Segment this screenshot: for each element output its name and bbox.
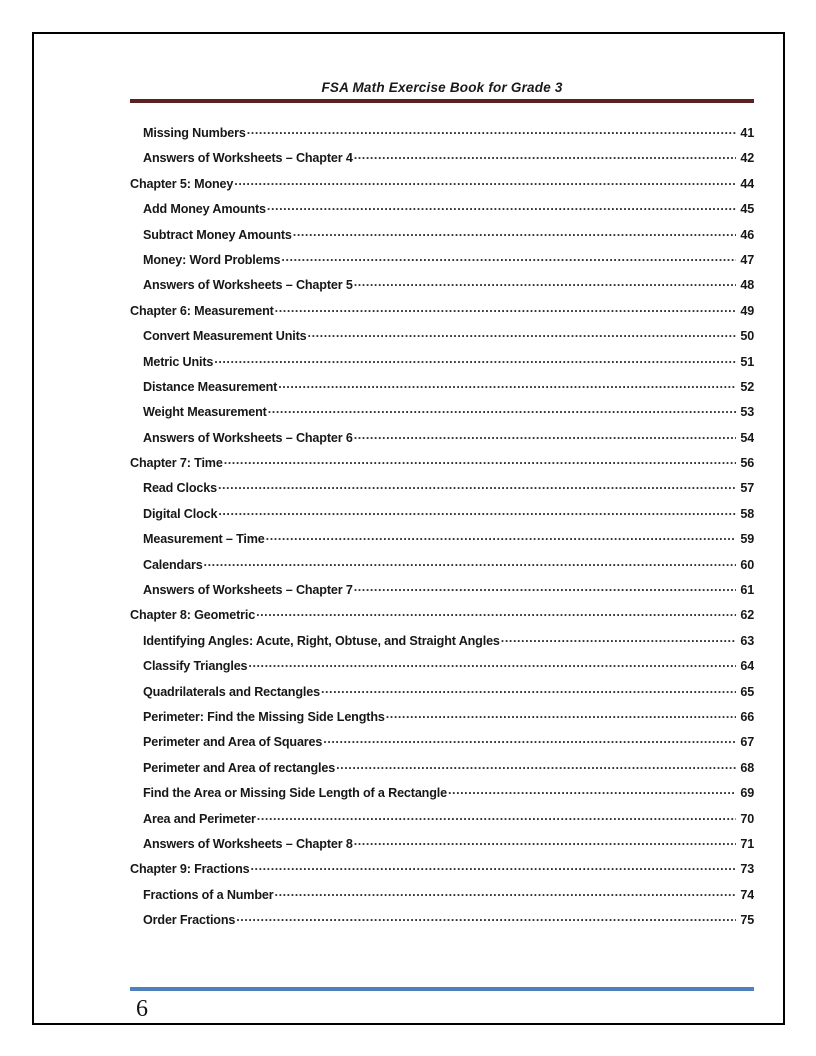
toc-entry-page-number: 61 <box>740 583 754 598</box>
toc-entry-page-number: 74 <box>740 887 754 902</box>
toc-entry[interactable] <box>130 327 754 352</box>
toc-dot-leader <box>354 429 736 442</box>
toc-entry[interactable] <box>130 835 754 860</box>
toc-entry-label: Chapter 9: Fractions <box>130 862 250 877</box>
toc-entry-page-number: 57 <box>740 481 754 496</box>
toc-dot-leader <box>281 251 736 264</box>
toc-entry-label: Order Fractions <box>143 913 236 928</box>
toc-entry-label: Quadrilaterals and Rectangles <box>143 684 320 699</box>
toc-entry-page-number: 68 <box>740 760 754 775</box>
toc-dot-leader <box>336 759 736 772</box>
page-border <box>32 32 785 1025</box>
toc-entry-label: Chapter 8: Geometric <box>130 608 256 623</box>
toc-entry-label: Answers of Worksheets – Chapter 4 <box>143 151 353 166</box>
toc-entry-label: Weight Measurement <box>143 405 267 420</box>
toc-entry-page-number: 64 <box>740 659 754 674</box>
toc-entry[interactable] <box>130 708 754 733</box>
toc-entry-page-number: 73 <box>740 862 754 877</box>
toc-entry-page-number: 69 <box>740 786 754 801</box>
toc-entry-label: Answers of Worksheets – Chapter 8 <box>143 836 353 851</box>
toc-dot-leader <box>236 911 736 924</box>
header-rule <box>130 99 754 103</box>
toc-entry-page-number: 45 <box>740 202 754 217</box>
toc-dot-leader <box>248 657 736 670</box>
toc-entry-label: Digital Clock <box>143 506 218 521</box>
toc-entry[interactable] <box>130 149 754 174</box>
toc-entry-label: Perimeter: Find the Missing Side Lengths <box>143 709 385 724</box>
toc-entry-page-number: 41 <box>740 126 754 140</box>
toc-entry-page-number: 49 <box>740 303 754 318</box>
toc-entry-page-number: 75 <box>740 913 754 928</box>
toc-entry-label: Perimeter and Area of Squares <box>143 735 323 750</box>
toc-entry-label: Add Money Amounts <box>143 202 266 217</box>
toc-entry-label: Metric Units <box>143 354 214 369</box>
toc-entry[interactable] <box>130 479 754 504</box>
toc-entry[interactable] <box>130 683 754 708</box>
toc-entry[interactable] <box>130 886 754 911</box>
toc-entry-page-number: 52 <box>740 379 754 394</box>
toc-entry-label: Calendars <box>143 557 203 572</box>
toc-entry-page-number: 70 <box>740 811 754 826</box>
toc-entry-label: Measurement – Time <box>143 532 265 547</box>
toc-entry-label: Chapter 6: Measurement <box>130 303 274 318</box>
toc-dot-leader <box>448 784 736 797</box>
toc-entry[interactable] <box>130 810 754 835</box>
toc-dot-leader <box>218 479 736 492</box>
toc-dot-leader <box>218 505 736 518</box>
toc-entry-label: Find the Area or Missing Side Length of a Rectangle <box>143 786 447 801</box>
toc-dot-leader <box>257 810 736 823</box>
toc-dot-leader <box>234 175 736 188</box>
toc-entry-label: Answers of Worksheets – Chapter 5 <box>143 278 353 293</box>
toc-dot-leader <box>278 378 736 391</box>
toc-entry[interactable] <box>130 226 754 251</box>
toc-dot-leader <box>224 454 736 467</box>
toc-entry[interactable] <box>130 784 754 809</box>
toc-entry-label: Perimeter and Area of rectangles <box>143 760 336 775</box>
toc-entry[interactable] <box>130 200 754 225</box>
toc-entry[interactable] <box>130 505 754 530</box>
toc-entry-page-number: 63 <box>740 633 754 648</box>
toc-entry-label: Identifying Angles: Acute, Right, Obtuse, and Straight Angles <box>143 633 500 648</box>
toc-entry-label: Subtract Money Amounts <box>143 227 292 242</box>
toc-entry[interactable] <box>130 556 754 581</box>
toc-dot-leader <box>354 581 736 594</box>
toc-entry-label: Classify Triangles <box>143 659 248 674</box>
toc-entry[interactable] <box>130 581 754 606</box>
toc-dot-leader <box>275 302 736 315</box>
toc-dot-leader <box>268 403 736 416</box>
toc-entry-page-number: 60 <box>740 557 754 572</box>
toc-entry[interactable] <box>130 175 754 200</box>
toc-entry[interactable] <box>130 302 754 327</box>
toc-entry-label: Chapter 5: Money <box>130 176 234 191</box>
toc-dot-leader <box>386 708 736 721</box>
toc-entry[interactable] <box>130 759 754 784</box>
toc-dot-leader <box>204 556 736 569</box>
toc-entry[interactable] <box>130 276 754 301</box>
toc-entry[interactable] <box>130 124 754 149</box>
toc-entry[interactable] <box>130 632 754 657</box>
toc-entry-page-number: 59 <box>740 532 754 547</box>
toc-dot-leader <box>501 632 736 645</box>
toc-entry-page-number: 51 <box>740 354 754 369</box>
table-of-contents <box>130 124 754 937</box>
toc-entry-page-number: 71 <box>740 836 754 851</box>
toc-entry-page-number: 54 <box>740 430 754 445</box>
toc-entry[interactable] <box>130 378 754 403</box>
footer-rule <box>130 987 754 991</box>
toc-entry[interactable] <box>130 657 754 682</box>
toc-dot-leader <box>321 683 736 696</box>
toc-dot-leader <box>250 860 736 873</box>
toc-entry[interactable] <box>130 403 754 428</box>
toc-entry[interactable] <box>130 251 754 276</box>
toc-dot-leader <box>256 606 736 619</box>
toc-entry-label: Answers of Worksheets – Chapter 7 <box>143 583 353 598</box>
toc-entry-label: Chapter 7: Time <box>130 456 223 471</box>
toc-dot-leader <box>275 886 736 899</box>
page-number: 6 <box>136 996 148 1022</box>
toc-entry-page-number: 62 <box>740 608 754 623</box>
toc-dot-leader <box>354 835 736 848</box>
toc-entry[interactable] <box>130 530 754 555</box>
toc-entry[interactable] <box>130 733 754 758</box>
toc-dot-leader <box>247 124 736 137</box>
toc-entry[interactable] <box>130 911 754 936</box>
toc-entry-label: Read Clocks <box>143 481 217 496</box>
toc-dot-leader <box>293 226 736 239</box>
toc-dot-leader <box>354 149 736 162</box>
toc-entry-label: Money: Word Problems <box>143 252 281 267</box>
toc-entry-page-number: 53 <box>740 405 754 420</box>
running-head-title: FSA Math Exercise Book for Grade 3 <box>321 80 563 95</box>
toc-entry[interactable] <box>130 353 754 378</box>
toc-entry-label: Fractions of a Number <box>143 887 274 902</box>
toc-entry-page-number: 67 <box>740 735 754 750</box>
toc-entry-page-number: 46 <box>740 227 754 242</box>
toc-entry-label: Distance Measurement <box>143 379 278 394</box>
toc-dot-leader <box>308 327 736 340</box>
toc-entry-page-number: 65 <box>740 684 754 699</box>
toc-entry[interactable] <box>130 860 754 885</box>
toc-entry-page-number: 58 <box>740 506 754 521</box>
toc-entry-page-number: 56 <box>740 456 754 471</box>
toc-entry-label: Answers of Worksheets – Chapter 6 <box>143 430 353 445</box>
toc-entry-page-number: 44 <box>740 176 754 191</box>
toc-dot-leader <box>266 530 736 543</box>
toc-entry[interactable] <box>130 429 754 454</box>
toc-entry-page-number: 50 <box>740 329 754 344</box>
toc-dot-leader <box>323 733 736 746</box>
toc-entry-page-number: 66 <box>740 709 754 724</box>
toc-dot-leader <box>214 353 736 366</box>
toc-entry-page-number: 47 <box>740 252 754 267</box>
toc-dot-leader <box>354 276 736 289</box>
toc-entry[interactable] <box>130 606 754 631</box>
toc-dot-leader <box>267 200 736 213</box>
toc-entry-label: Area and Perimeter <box>143 811 256 826</box>
toc-entry-label: Missing Numbers <box>143 126 246 140</box>
toc-entry-page-number: 48 <box>740 278 754 293</box>
toc-entry-page-number: 42 <box>740 151 754 166</box>
toc-entry[interactable] <box>130 454 754 479</box>
toc-entry-label: Convert Measurement Units <box>143 329 307 344</box>
